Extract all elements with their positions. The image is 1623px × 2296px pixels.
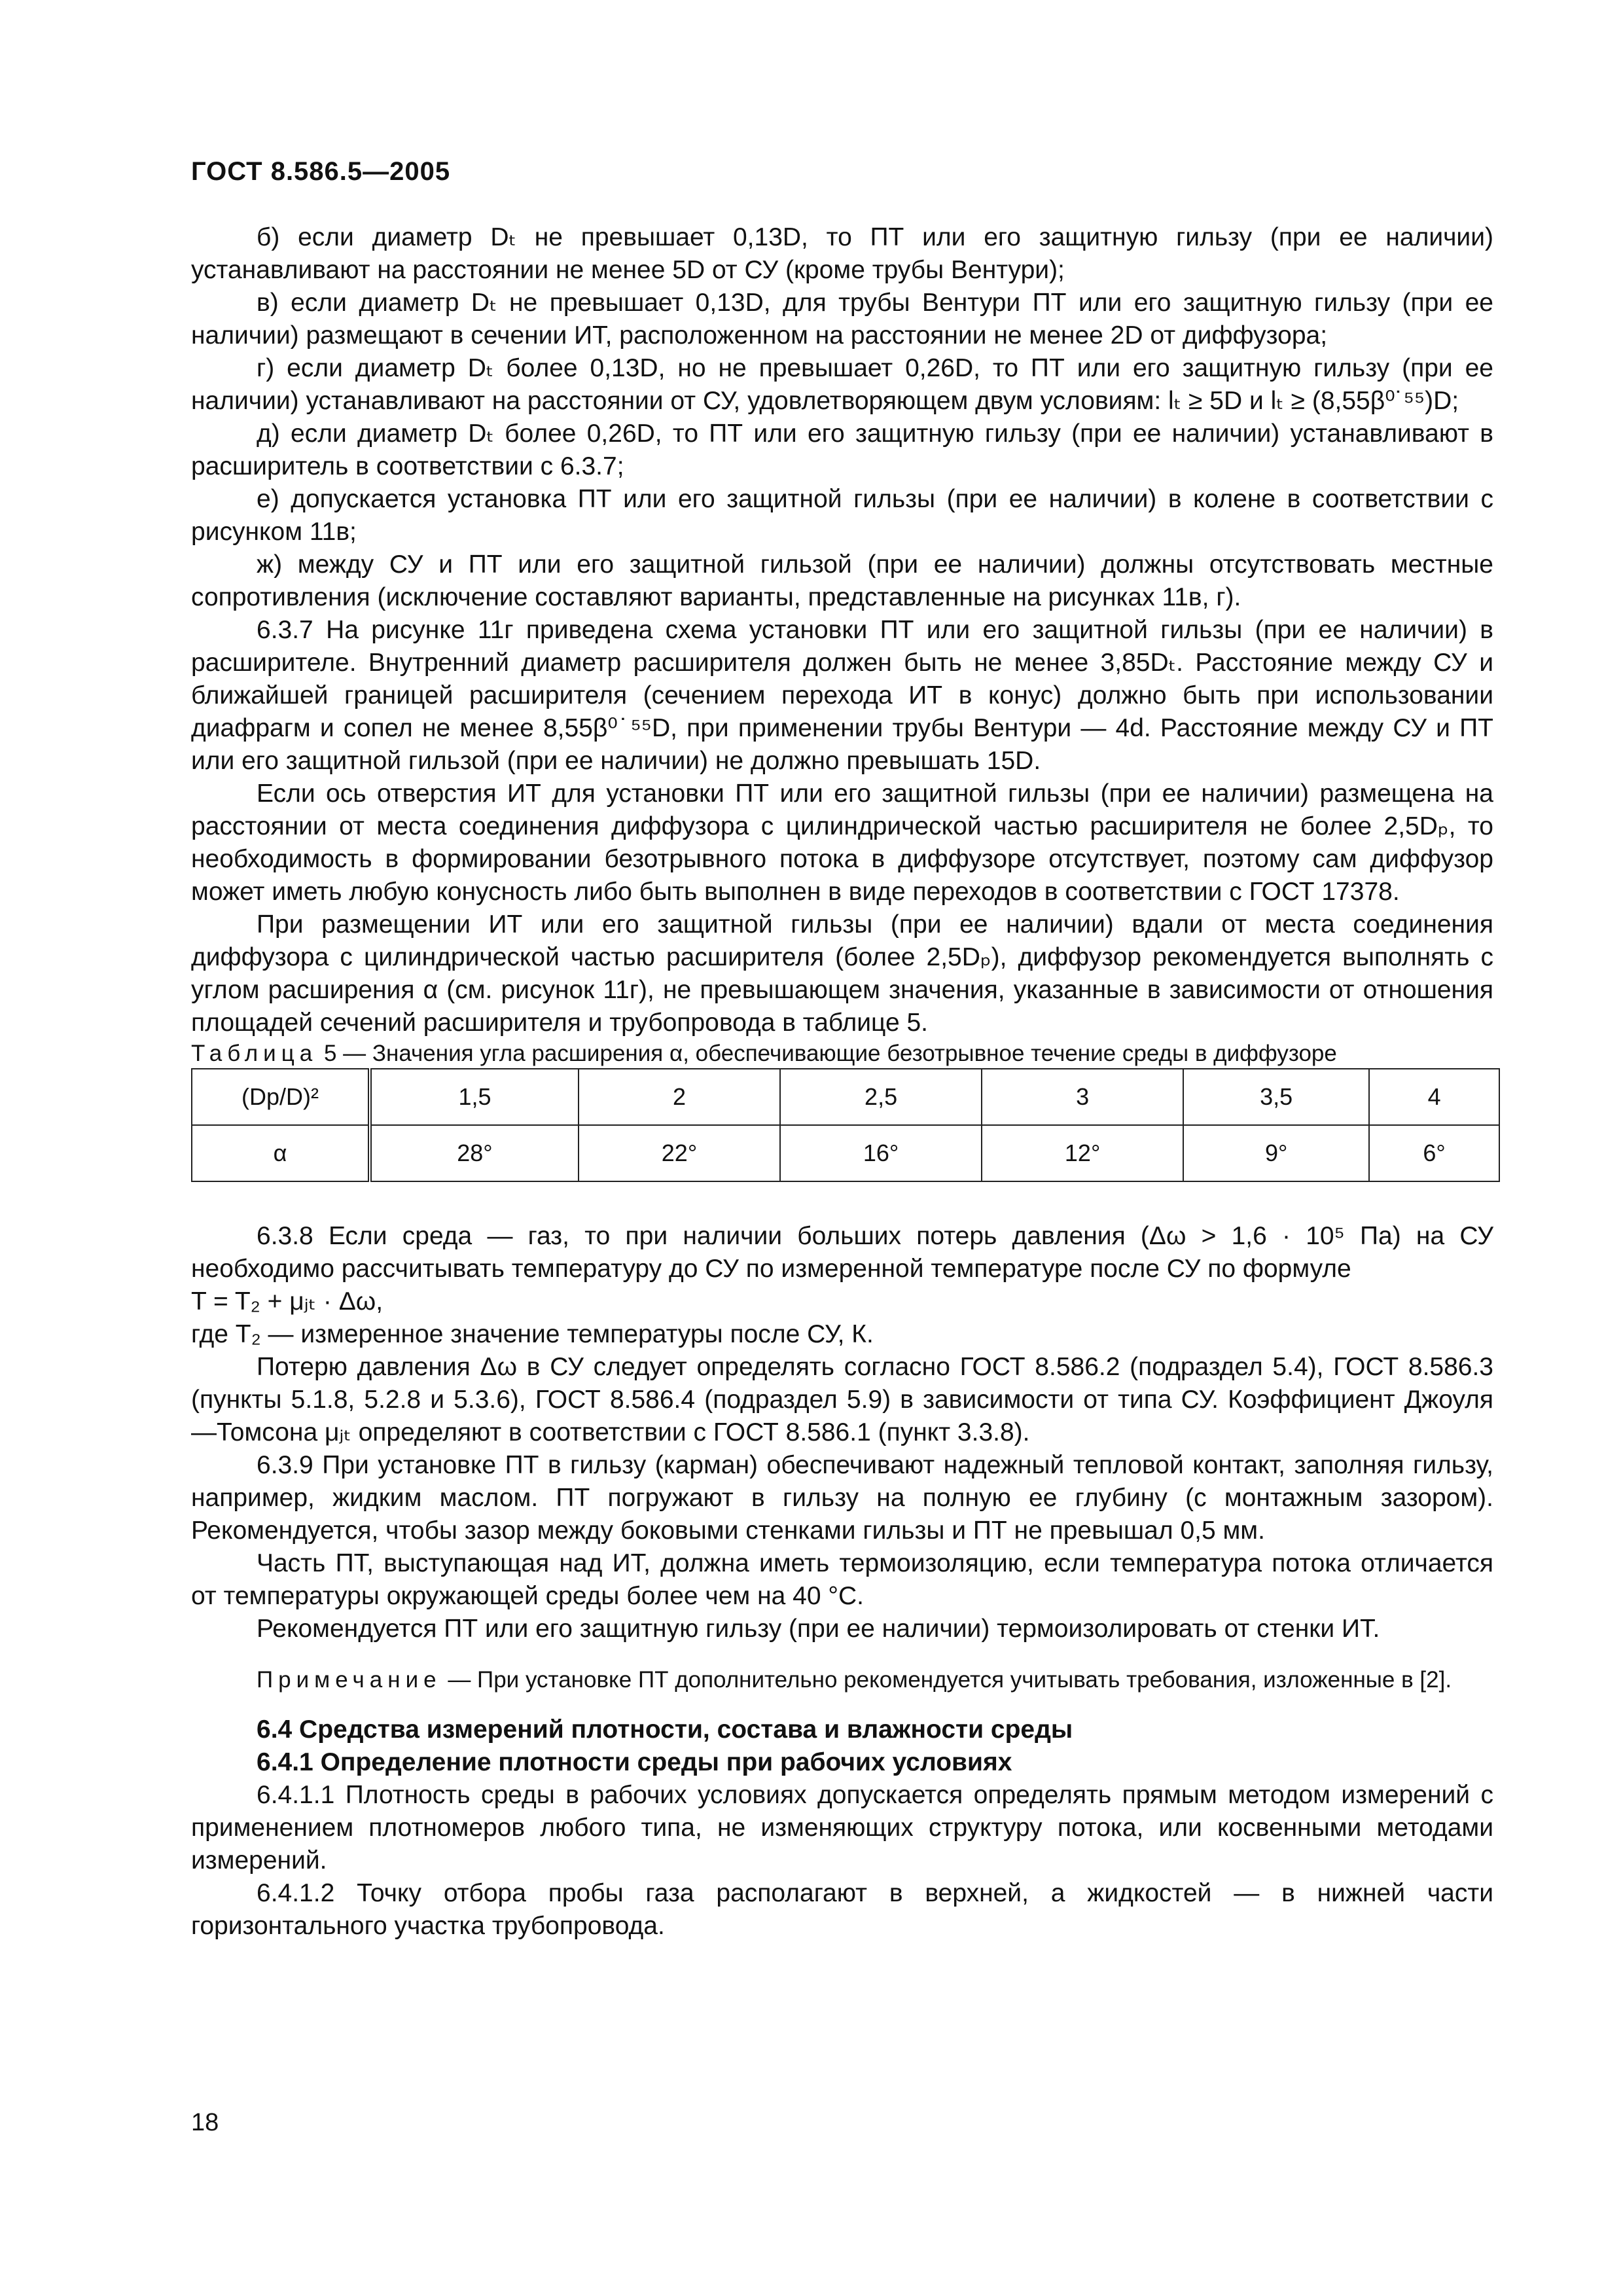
paragraph-b: б) если диаметр Dₜ не превышает 0,13D, то ПТ или его защитную гильзу (при ее наличии) устанавливают на расстоянии не менее 5D от СУ (кроме трубы Вентури);: [191, 223, 1493, 284]
paragraph-pressure-loss: Потерю давления Δω в СУ следует определять согласно ГОСТ 8.586.2 (подраздел 5.4), ГОСТ 8.586.3 (пункты 5.1.8, 5.2.8 и 5.3.6), ГОСТ 8.586.4 (подраздел 5.9) в зависимости от типа СУ. Коэффициент Джоуля —Томсона μⱼₜ определяют в соответствии с ГОСТ 8.586.1 (пункт 3.3.8).: [191, 1353, 1493, 1446]
table-caption: [191, 1039, 1493, 1068]
table-cell: 3,5: [1183, 1069, 1369, 1125]
table-caption-word: Таблица: [191, 1041, 318, 1066]
paragraph-6-4-1-2: 6.4.1.2 Точку отбора пробы газа располагают в верхней, а жидкостей — в нижней части горизонтального участка трубопровода.: [191, 1879, 1493, 1940]
table-cell: 1,5: [370, 1069, 579, 1125]
section-heading-6-4-1: 6.4.1 Определение плотности среды при рабочих условиях: [257, 1748, 1012, 1776]
section-heading-6-4: 6.4 Средства измерений плотности, состава и влажности среды: [257, 1715, 1073, 1744]
row-label-ratio: (Dp/D)²: [192, 1069, 370, 1125]
note: [191, 1665, 1493, 1695]
paragraph-insulation: Часть ПТ, выступающая над ИТ, должна иметь термоизоляцию, если температура потока отличается от температуры окружающей среды более чем на 40 °С.: [191, 1549, 1493, 1610]
document-header: ГОСТ 8.586.5—2005: [191, 157, 451, 186]
table-caption-text: 5 — Значения угла расширения α, обеспечивающие безотрывное течение среды в диффузоре: [323, 1041, 1337, 1066]
table-cell: 28°: [370, 1125, 579, 1181]
paragraph-e: е) допускается установка ПТ или его защитной гильзы (при ее наличии) в колене в соответствии с рисунком 11в;: [191, 485, 1493, 546]
table-cell: 9°: [1183, 1125, 1369, 1181]
paragraph-6-4-1-1: 6.4.1.1 Плотность среды в рабочих условиях допускается определять прямым методом измерений с применением плотномеров любого типа, не изменяющих структуру потока, или косвенными методами измерений.: [191, 1781, 1493, 1874]
paragraph-6-3-8: 6.3.8 Если среда — газ, то при наличии больших потерь давления (Δω > 1,6 · 10⁵ Па) на СУ необходимо рассчитывать температуру до СУ по измеренной температуре после СУ по формуле: [191, 1222, 1493, 1283]
document-body: [191, 221, 1493, 1943]
paragraph-6-3-9: 6.3.9 При установке ПТ в гильзу (карман) обеспечивают надежный тепловой контакт, заполняя гильзу, например, жидким маслом. ПТ погружают в гильзу на полную ее глубину (с монтажным зазором). Рекомендуется, чтобы зазор между боковыми стенками гильзы и ПТ не превышал 0,5 мм.: [191, 1451, 1493, 1545]
paragraph-d: д) если диаметр Dₜ более 0,26D, то ПТ или его защитную гильзу (при ее наличии) устанавливают в расширитель в соответствии с 6.3.7;: [191, 420, 1493, 480]
table-cell: 16°: [780, 1125, 982, 1181]
row-label-angle: α: [192, 1125, 370, 1181]
table-cell: 12°: [982, 1125, 1183, 1181]
note-word: Примечание: [257, 1667, 442, 1693]
paragraph-zh: ж) между СУ и ПТ или его защитной гильзой (при ее наличии) должны отсутствовать местные сопротивления (исключение составляют варианты, представленные на рисунках 11в, г).: [191, 550, 1493, 611]
paragraph-recommend: Рекомендуется ПТ или его защитную гильзу (при ее наличии) термоизолировать от стенки ИТ.: [257, 1615, 1380, 1643]
formula: T = T₂ + μⱼₜ · Δω,: [191, 1287, 383, 1316]
table-cell: 2,5: [780, 1069, 982, 1125]
table-cell: 4: [1369, 1069, 1499, 1125]
paragraph-6-3-7: 6.3.7 На рисунке 11г приведена схема установки ПТ или его защитной гильзы (при ее наличии) в расширителе. Внутренний диаметр расширителя должен быть не менее 3,85Dₜ. Расстояние между СУ и ближайшей границей расширителя (сечением перехода ИТ в конус) должно быть при использовании диафрагм и сопел не менее 8,55β⁰˙⁵⁵D, при применении трубы Вентури — 4d. Расстояние между СУ и ПТ или его защитной гильзой (при ее наличии) не должно превышать 15D.: [191, 616, 1493, 775]
table-cell: 22°: [579, 1125, 780, 1181]
paragraph-far: При размещении ИТ или его защитной гильзы (при ее наличии) вдали от места соединения диффузора с цилиндрической частью расширителя (более 2,5Dₚ), диффузор рекомендуется выполнять с углом расширения α (см. рисунок 11г), не превышающем значения, указанные в зависимости от отношения площадей сечений расширителя и трубопровода в таблице 5.: [191, 910, 1493, 1037]
paragraph-axis: Если ось отверстия ИТ для установки ПТ или его защитной гильзы (при ее наличии) размещена на расстоянии от места соединения диффузора с цилиндрической частью расширителя не более 2,5Dₚ, то необходимость в формировании безотрывного потока в диффузоре отсутствует, поэтому сам диффузор может иметь любую конусность либо быть выполнен в виде переходов в соответствии с ГОСТ 17378.: [191, 780, 1493, 906]
paragraph-g: г) если диаметр Dₜ более 0,13D, но не превышает 0,26D, то ПТ или его защитную гильзу (при ее наличии) устанавливают на расстоянии от СУ, удовлетворяющем двум условиям: lₜ ≥ 5D и lₜ ≥ (8,55β⁰˙⁵⁵)D;: [191, 354, 1493, 415]
page-number: 18: [191, 2109, 219, 2136]
note-text: — При установке ПТ дополнительно рекомендуется учитывать требования, изложенные в [2].: [448, 1667, 1452, 1693]
table-cell: 3: [982, 1069, 1183, 1125]
paragraph-v: в) если диаметр Dₜ не превышает 0,13D, для трубы Вентури ПТ или его защитную гильзу (при ее наличии) размещают в сечении ИТ, расположенном на расстоянии не менее 2D от диффузора;: [191, 289, 1493, 350]
table-row-angle: [192, 1125, 1499, 1181]
table-cell: 2: [579, 1069, 780, 1125]
table-cell: 6°: [1369, 1125, 1499, 1181]
table-row-ratio: [192, 1069, 1499, 1125]
table-5: [191, 1068, 1500, 1182]
formula-where: где T₂ — измеренное значение температуры после СУ, К.: [191, 1320, 874, 1348]
